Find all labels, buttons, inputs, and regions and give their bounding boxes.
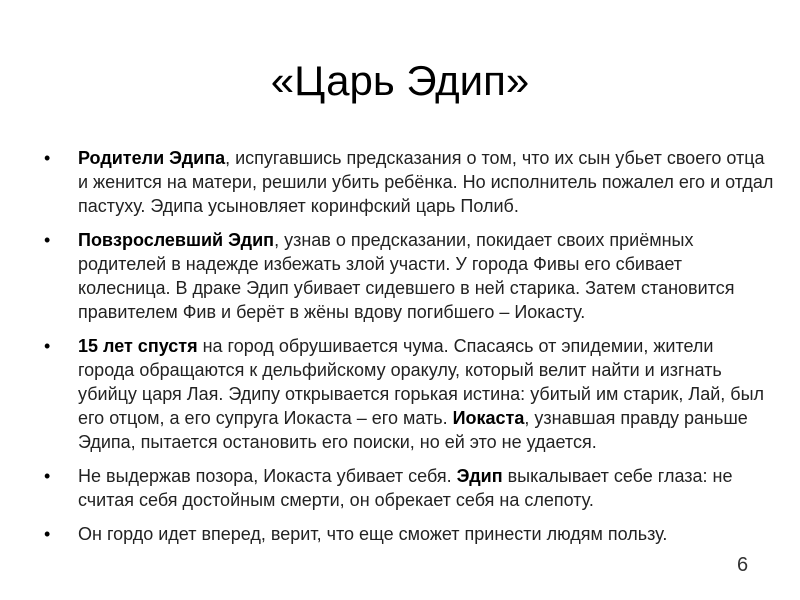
- bullet-text: на город обрушивается чума. Спасаясь от эпидемии, жители города обращаются к дельфийскому оракулу, который велит найти и изгнать убийцу царя Лая. Эдипу открывается горькая истина: убитый им старик, Лай, был его отцом, а его супруга Иокаста – его мать.: [78, 336, 765, 428]
- bullet-bold-text: Родители Эдипа: [78, 148, 226, 168]
- bullet-bold-text: 15 лет спустя: [78, 336, 198, 356]
- bullet-list: [44, 146, 774, 556]
- bullet-dot-icon: •: [44, 148, 51, 168]
- bullet-dot-icon: •: [44, 336, 51, 356]
- slide-title: «Царь Эдип»: [270, 57, 530, 104]
- bullet-text: , узнав о предсказании, покидает своих приёмных родителей в надежде избежать злой участи. У города Фивы его сбивает колесница. В драке Эдип убивает сидевшего в ней старика. Затем становится правителем Фив и берёт в жёны вдову погибшего – Иокасту.: [78, 230, 735, 322]
- bullet-item-2: [44, 228, 774, 324]
- bullet-text-2: , узнавшая правду раньше Эдипа, пытается остановить его поиски, но ей это не удается.: [78, 408, 748, 452]
- bullet-text: , испугавшись предсказания о том, что их сын убьет своего отца и женится на матери, решили убить ребёнка. Но исполнитель пожалел его и отдал пастуху. Эдипа усыновляет коринфский царь Полиб.: [78, 148, 774, 216]
- bullet-item-3: [44, 334, 774, 454]
- bullet-item-4: [44, 464, 774, 512]
- bullet-dot-icon: •: [44, 230, 51, 250]
- bullet-text: Он гордо идет вперед, верит, что еще сможет принести людям пользу.: [78, 524, 668, 544]
- bullet-text-2: выкалывает себе глаза: не считая себя достойным смерти, он обрекает себя на слепоту.: [78, 466, 733, 510]
- bullet-bold-text-2: Иокаста: [452, 408, 525, 428]
- bullet-dot-icon: •: [44, 524, 51, 544]
- bullet-item-5: [44, 522, 774, 546]
- bullet-bold-text: Повзрослевший Эдип: [78, 230, 275, 250]
- bullet-bold-text-2: Эдип: [456, 466, 503, 486]
- page-number: 6: [737, 554, 749, 576]
- bullet-dot-icon: •: [44, 466, 51, 486]
- bullet-text: Не выдержав позора, Иокаста убивает себя.: [78, 466, 457, 486]
- bullet-item-1: [44, 146, 774, 218]
